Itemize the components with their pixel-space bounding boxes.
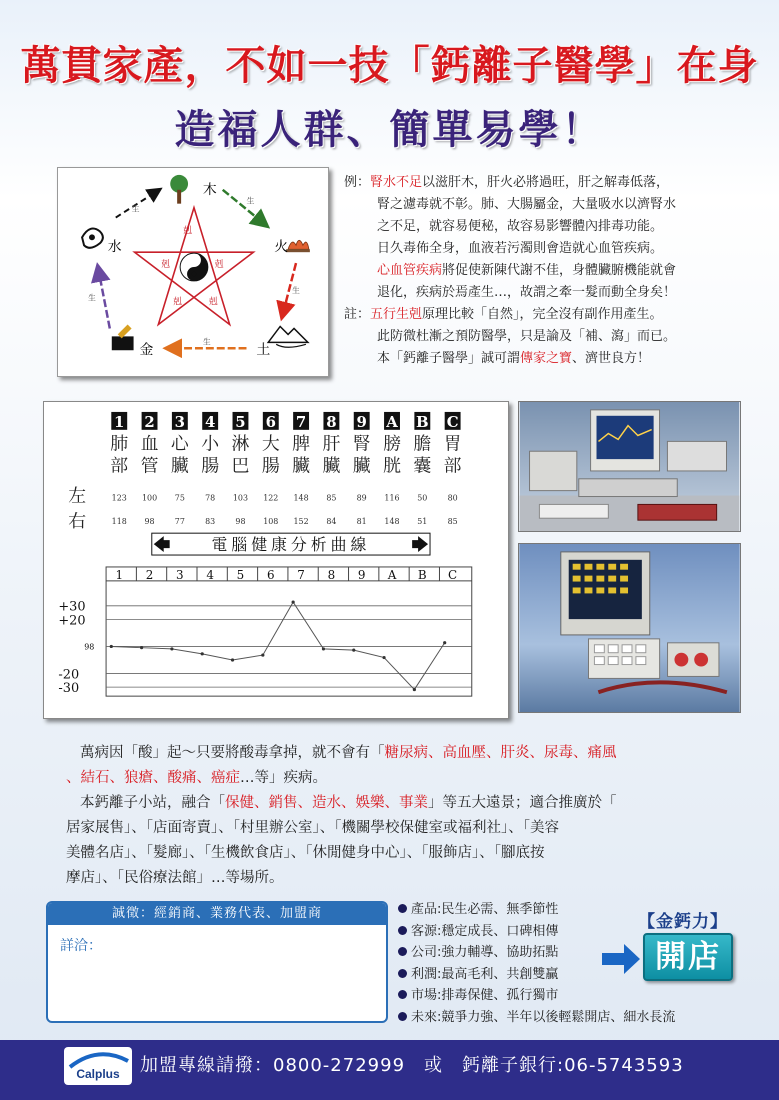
node-metal: 金: [139, 342, 154, 359]
bullet-icon: [398, 990, 407, 999]
column-number: B: [416, 412, 429, 431]
right-value: 77: [174, 517, 185, 527]
fire-icon: [286, 240, 310, 252]
svg-text:Calplus: Calplus: [76, 1067, 120, 1081]
chart-title: 電腦健康分析曲線: [211, 535, 371, 555]
node-water: 水: [107, 239, 122, 256]
x-tick-label: 5: [236, 567, 245, 582]
node-fire: 火: [274, 239, 289, 256]
data-point: [231, 658, 234, 661]
bullet-icon: [398, 1012, 407, 1021]
data-point: [443, 641, 446, 644]
organ-label: 肺: [110, 433, 129, 455]
data-point: [413, 688, 416, 691]
organ-label: 臟: [322, 455, 341, 477]
list-item: 市場:排毒保健、孤行獨市: [398, 985, 743, 1007]
column-number: 6: [265, 412, 276, 431]
left-value: 75: [174, 493, 185, 503]
left-value: 123: [111, 493, 127, 503]
x-tick-label: 6: [266, 567, 275, 582]
x-tick-label: 4: [206, 567, 214, 582]
right-value: 98: [144, 517, 155, 527]
right-value: 83: [205, 517, 216, 527]
organ-label: 部: [443, 455, 462, 477]
right-value: 81: [356, 517, 367, 527]
subheadline: 造福人群、簡單易學！: [174, 107, 605, 153]
metal-tool-icon: [112, 324, 134, 350]
left-value: 116: [384, 493, 400, 503]
organ-label: 腸: [201, 455, 220, 477]
organ-label: 脾: [292, 433, 311, 455]
svg-text:生: 生: [131, 204, 140, 214]
right-value: 98: [235, 517, 246, 527]
list-item: 客源:穩定成長、口碑相傳: [398, 921, 743, 943]
bullet-icon: [398, 969, 407, 978]
x-tick-label: A: [387, 567, 397, 582]
organ-label: 臟: [352, 455, 371, 477]
left-value: 122: [263, 493, 279, 503]
svg-text:生: 生: [88, 293, 96, 303]
organ-label: 囊: [413, 455, 432, 477]
column-number: 9: [356, 412, 367, 431]
baseline-label: 98: [84, 642, 95, 652]
right-value: 108: [263, 517, 279, 527]
organ-label: 膀: [383, 433, 401, 455]
node-earth: 土: [256, 342, 271, 359]
list-item: 未來:競爭力強、半年以後輕鬆開店、細水長流: [398, 1007, 743, 1029]
organ-label: 巴: [231, 455, 250, 477]
left-value: 148: [293, 493, 309, 503]
x-tick-label: 1: [115, 567, 124, 582]
x-tick-label: B: [417, 567, 427, 582]
column-number: A: [386, 412, 398, 431]
open-store-button[interactable]: 開店: [643, 933, 733, 981]
data-point: [382, 656, 385, 659]
left-value: 85: [326, 493, 337, 503]
health-analysis-chart: [43, 401, 509, 719]
headline: 萬貫家產，不如一技「鈣離子醫學」在身: [20, 43, 759, 89]
organ-label: 管: [140, 455, 159, 477]
column-number: 7: [295, 412, 307, 431]
svg-text:剋: 剋: [214, 260, 224, 271]
x-tick-label: 3: [176, 567, 184, 582]
explanation-text: 例：腎水不足以滋肝木，肝火必將過旺，肝之解毒低落， 腎之濾毒就不彰。肺、大腸屬金，大量吸水以濟腎水 之不足，就容易便秘，故容易影響體內排毒功能。 日久毒佈全身，血液若污濁則會造就心血管疾病。 心血管疾病將促使新陳代謝不佳，身體臟腑機能就會 退化，疾病於焉產生…，故謂之牽一髮而動全身矣！ 註：五行生剋原理比較「自然」，完全沒有副作用產生。 此防微杜漸之預防醫學，只是論及「補、瀉」而已。 本「鈣離子醫學」誠可謂傳家之寶、濟世良方！: [344, 175, 677, 366]
organ-label: 部: [110, 455, 129, 477]
organ-label: 腎: [352, 433, 371, 455]
chart-grid-frame: [106, 567, 472, 696]
hotline-text: 加盟專線請撥：0800-272999 或 鈣離子銀行:06-5743593: [140, 1055, 684, 1076]
x-tick-label: 8: [327, 567, 336, 582]
svg-text:剋: 剋: [173, 297, 183, 308]
x-tick-label: 2: [145, 567, 154, 582]
left-value: 80: [447, 493, 458, 503]
x-tick-label: 9: [357, 567, 366, 582]
svg-text:生: 生: [246, 196, 255, 206]
column-number: C: [446, 412, 459, 431]
svg-text:剋: 剋: [183, 226, 193, 237]
node-wood: 木: [202, 181, 217, 198]
column-number: 8: [326, 412, 337, 431]
yin-yang-icon: [180, 253, 208, 281]
tree-icon: [170, 175, 188, 204]
device-photo-2: [518, 543, 741, 713]
organ-label: 小: [201, 433, 220, 455]
svg-text:剋: 剋: [208, 297, 218, 308]
svg-text:生: 生: [292, 285, 300, 295]
data-point: [352, 649, 355, 652]
left-value: 50: [417, 493, 428, 503]
right-value: 85: [447, 517, 458, 527]
series-line: [111, 602, 444, 689]
organ-label: 大: [261, 433, 280, 455]
organ-label: 臟: [292, 455, 311, 477]
svg-text:生: 生: [202, 337, 211, 347]
x-tick-label: 7: [297, 567, 305, 582]
device-photo-1: [518, 401, 741, 532]
bullet-icon: [398, 926, 407, 935]
arrow-right-icon: [602, 942, 640, 976]
organ-label: 胱: [383, 455, 401, 477]
left-value: 78: [205, 493, 216, 503]
recruitment-header: 誠徵：經銷商、業務代表、加盟商: [48, 903, 386, 925]
data-point: [292, 601, 295, 604]
organ-label: 膽: [413, 433, 432, 455]
data-point: [140, 646, 143, 649]
list-item: 公司:強力輔導、協助拓點: [398, 942, 743, 964]
data-point: [170, 647, 173, 650]
data-point: [322, 647, 325, 650]
organ-label: 肝: [322, 433, 341, 455]
contact-details: 詳洽：: [60, 938, 102, 954]
organ-label: 腸: [261, 455, 280, 477]
five-elements-diagram: [57, 167, 329, 377]
y-tick-label: +20: [58, 613, 86, 629]
left-value: 103: [232, 493, 249, 503]
row-label-left: 左: [68, 485, 87, 507]
list-item: 利潤:最高毛利、共創雙贏: [398, 964, 743, 986]
svg-text:剋: 剋: [161, 260, 171, 271]
y-tick-label: +30: [58, 599, 86, 615]
calplus-logo: [64, 1047, 132, 1085]
left-value: 100: [141, 493, 158, 503]
right-value: 118: [111, 517, 127, 527]
y-tick-label: -20: [58, 667, 80, 683]
y-tick-label: -30: [58, 681, 80, 697]
organ-label: 胃: [443, 433, 462, 455]
list-item: 產品:民生必需、無季節性: [398, 899, 743, 921]
left-value: 89: [356, 493, 367, 503]
bullet-icon: [398, 947, 407, 956]
right-value: 148: [384, 517, 400, 527]
bullet-icon: [398, 904, 407, 913]
organ-label: 淋: [231, 433, 250, 455]
row-label-right: 右: [68, 511, 87, 533]
x-tick-label: C: [448, 567, 458, 582]
right-value: 152: [293, 517, 309, 527]
right-value: 51: [417, 517, 428, 527]
promo-paragraph: 萬病因「酸」起～只要將酸毒拿掉，就不會有「糖尿病、高血壓、肝炎、尿毒、痛風 、結石、狼瘡、酸痛、癌症…等」疾病。 本鈣離子小站，融合「保健、銷售、造水、娛樂、事業」等五大遠景；適合推廣於「 居家展售」、「店面寄賣」、「村里辦公室」、「機關學校保健室或福利社」、「美容 美體名店」、「髮廊」、「生機飲食店」、「休閒健身中心」、「服飾店」、「腳底按 摩店」、「民俗療法館」…等場所。: [66, 745, 617, 886]
column-number: 4: [204, 412, 216, 431]
column-number: 2: [144, 412, 155, 431]
right-value: 84: [326, 517, 337, 527]
recruitment-box: [46, 901, 388, 1023]
column-number: 3: [174, 412, 186, 431]
mountain-icon: [268, 326, 308, 347]
brand-label: 【金鈣力】: [638, 912, 728, 932]
organ-label: 心: [170, 433, 189, 455]
organ-label: 臟: [170, 455, 189, 477]
organ-label: 血: [140, 433, 159, 455]
column-number: 1: [114, 412, 125, 431]
data-point: [261, 653, 264, 656]
water-icon: [82, 229, 103, 248]
data-point: [201, 652, 204, 655]
data-point: [110, 645, 113, 648]
column-number: 5: [235, 412, 246, 431]
